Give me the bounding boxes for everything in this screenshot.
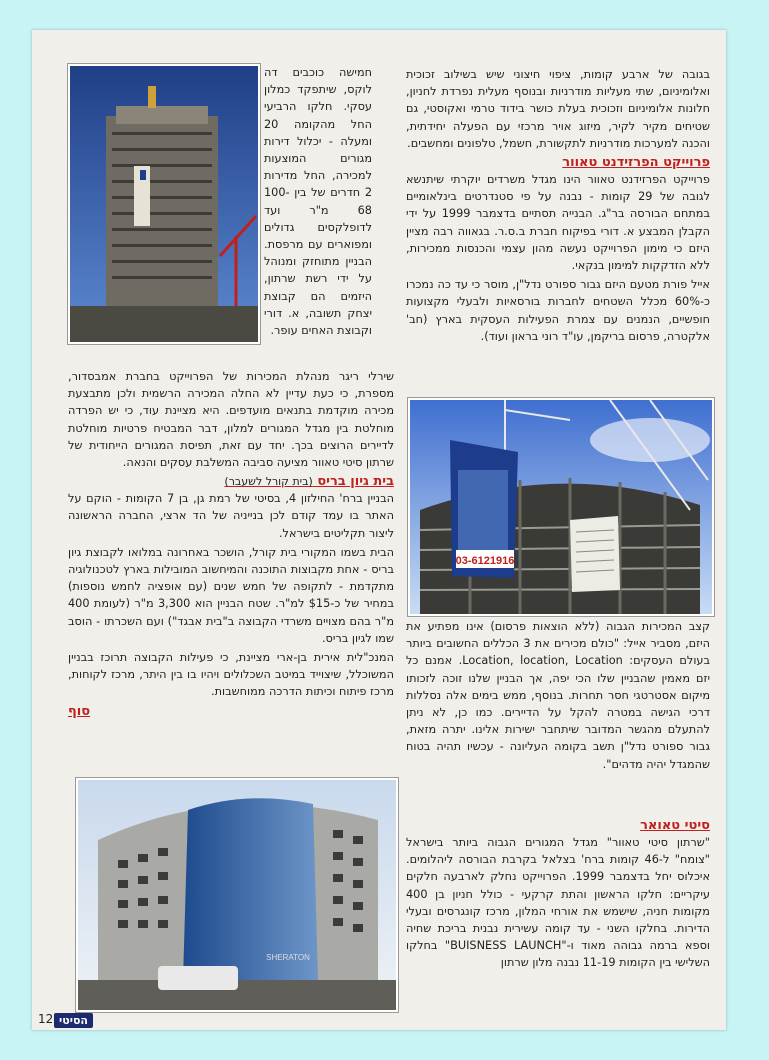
gan-bris-paragraph-1: הבניין ברח' החילזון 4, בסיטי של רמת גן, בן 7 הקומות - הוקם על האתר בו עמד קודם לכן בנייניה של הד ארצי, החברה הראשונה ליצור תקליטים בישראל. (68, 492, 394, 540)
sales-manager-paragraph: שירלי ריגר מנהלת המכירות של הפרוייקט בחברת אמבסדור, מספרת, כי כעת עדיין לא החלה המכירה הרשמית ולכן מתבצעת מכירה מוקדמת בתנאים מועדפים. היא מציינת עוד, כי יש הפרדה מוחלטת בין מגדל המגורים למלון, דבר המבטיח פרטיות מוחלטת לדיירים הרוצים בכך. יחד עם זאת, תפיסת המגורים הייחודית של שרתון סיטי טאוור מציעה סביבה המשלבת עסקים והנאה. (68, 370, 394, 470)
gan-bris-paragraph-2: הבית בשמו המקורי בית קורל, הושכר באחרונה במלואו לקבוצת גיון בריס - אחת מקבוצות התוכנה והמיחשוב המובילות בארץ לטכנולוגיה מתקדמת - לתקופה של חמש שנים (עם אופציה לחמש נוספות) במחיר של כ-$15 למ"ר. שטח הבניין הוא 3,300 מ"ר (לעומת 400 מ"ר בהם מצויים משרדי הקבוצה ב"בית אבגד") ועם השכרתו - הוסב שמו לגיון בריס. (68, 545, 394, 645)
city-tower-heading: סיטי טאואר (640, 818, 710, 833)
left-column-main (68, 368, 394, 720)
magazine-page (32, 30, 726, 1030)
right-column-bottom (406, 817, 710, 974)
sheraton-tower-photo (68, 64, 260, 344)
gan-bris-title: בית גיון בריס (317, 474, 394, 490)
president-paragraph-2: אייל פורת מטעם היזם גבור ספורט נדל"ן, מוסר כי עד כה נמכרו כ-60% מכלל השטחים לחברות בורסאיות ולבעלי מקצועות חופשיים, הנמנים עם צמרת הפעילות העסקית בארץ (חב' אלקטרה, פרסום בריקמן, עו"ד רוני בראון ועוד). (406, 278, 710, 343)
hotel-sign: SHERATON (266, 953, 310, 962)
gan-bris-former-name: (בית קורל לשעבר) (224, 475, 313, 489)
billboard-phone: 03-6121916 (455, 555, 515, 567)
intro-paragraph: בגובה של ארבע קומות, ציפוי חיצוני שיש בשילוב זכוכית ואלומיניום, שתי מעליות מודרניות ובנוסף מעלית נפרדת לחניון, חלונות אלומיניום וזכוכית בעלת כושר בידוד טרמי ואקוסטי, גם שטיחים מקיר לקיר, מיזוג אויר מרכזי עם הפעלה יחידתית, והכנה למערכות מודרניות לתקשורת, חשמל, טלפונים ומחשבים. (406, 68, 710, 150)
right-column-top (406, 66, 710, 347)
president-tower-heading: פרוייקט הפרזידנט טאוור (562, 155, 710, 171)
sheraton-continuation: חמישה כוכבים דה לוקס, שיתפקד כמלון עסקי. חלקו הרביעי החל מהקומה 20 ומעלה - יכלול דירות מגורים המוצעות למכירה, החל מדירות 2 חדרים של בין 100-68 מ"ר ועד לדופלקסים גדולים ומפוארים עם מרפסת. הבניין מתוחזק ומנוהל על ידי רשת שרתון, היזמים הם קבוצת יצחק תשובה, א. דורי וקבוצת האחים עופר. (264, 66, 372, 338)
page-number: 12 (38, 1012, 54, 1026)
president-paragraph-1: פרוייקט הפרזידנט טאוור הינו מגדל משרדים יוקרתי שיתנשא לגובה של 29 קומות - נבנה על פי סטנדרטים בינלאומיים במתחם הבורסה בר"ג. הבנייה תסתיים בדצמבר 1999 על ידי הקבלן המבצע א. דורי בפיקוח חברת ב.ס.ר. בגאווה רבה מציין היזם כי מימון הפרוייקט נעשה מהון עצמי והכנסות ממכירות, ללא הזדקקות למימון בנקאי. (406, 173, 710, 273)
gan-bris-paragraph-3: המנכ"לית אירית בן-ארי מציינת, כי פעילות הקבוצה תרוכז בבניין המשוכלל, שיצוייד במיטב השכלולים ויהיו בו בין היתר, מרכז לקוחות, מרכז פיתוח וכיתות הדרכה ממוחשבות. (68, 651, 394, 699)
left-column-side-text (264, 64, 372, 341)
right-column-middle (406, 618, 710, 775)
sales-pace-paragraph: קצב המכירות הגבוה (ללא הוצאות פרסום) אינו מפתיע את היזם, מסביר אייל: "כולם מכירים את 3 הכללים החשובים ביותר בעולם העסקים: Location, location, Location. אמנם כל יזם מאמין שהבניין שלו הכי יפה, אך הבניין שלנו זוכה לזכותו מיקום אסטרטגי חסר תחרות. בנוסף, ממש בימים אלה נסללות דרכי הגישה במטרה להקל על הדיירים. כמו כן, לא ניתן להתעלם מהגשר המדובר שיתחבר ישירות אלינו. יתרה מזאת, גבור ספורט נדל"ן תשב בקומה העליונה - עכשיו תהיה בטוח שהמגדל יהיה מדהים". (406, 620, 710, 771)
magazine-logo: הסיטי (54, 1013, 93, 1028)
city-tower-paragraph: "שרתון סיטי טאוור" מגדל המגורים הגבוה ביותר בישראל "צומח" ל-46 קומות ברח' בצלאל בקרבת הבורסה ליהלומים. איכלוס יחל בדצמבר 1999. הפרוייקט נחלק לארבעה חלקים עיקריים: חלקו הראשון והתת קרקעי - כולל חניון בן 400 מקומות חניה, שישמש את אורחי המלון, מרכז קונגרסים ובעלי הדירות. בחלקו השני - עד קומה עשירית נבנית בריכת שחיה וספא ברמה גבוהה מאוד ו-"BUISNESS LAUNCH" בחלקו השלישי בין הקומות 11-19 נבנה מלון שרתון (406, 836, 710, 970)
gan-bris-heading (68, 473, 394, 490)
construction-site-photo (408, 398, 714, 616)
end-mark: סוף (68, 703, 91, 719)
office-building-photo (76, 778, 398, 1012)
